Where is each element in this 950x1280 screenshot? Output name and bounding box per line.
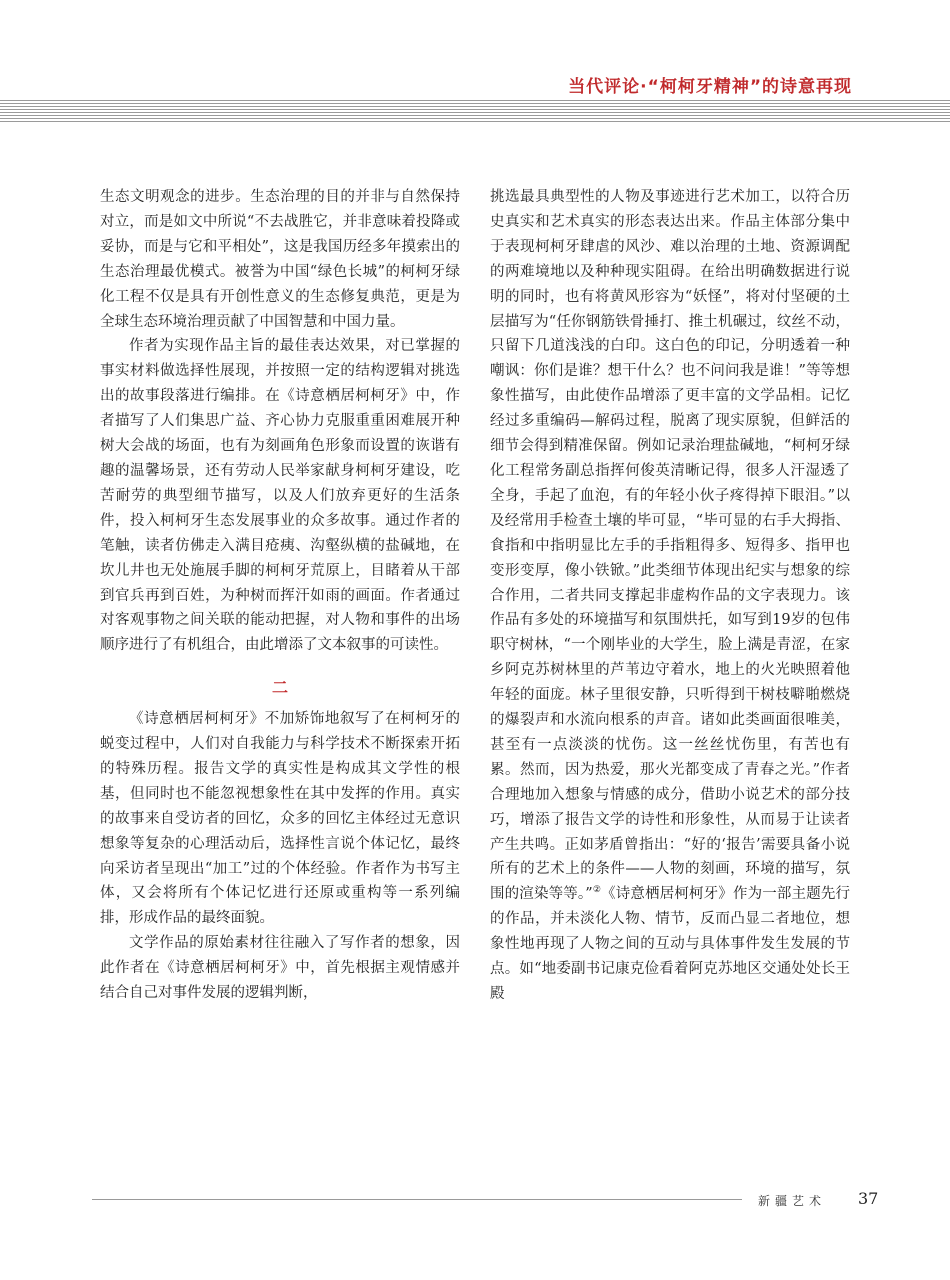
running-header-title: 当代评论·“柯柯牙精神”的诗意再现 — [568, 77, 852, 97]
paragraph: 文学作品的原始素材往往融入了写作者的想象，因此作者在《诗意栖居柯柯牙》中，首先根据主观情感并结合自己对事件发展的逻辑判断， — [100, 935, 460, 1002]
right-text-column — [490, 185, 850, 1007]
paragraph: 作者为实现作品主旨的最佳表达效果，对已掌握的事实材料做选择性展现，并按照一定的结构逻辑对挑选出的故事段落进行编排。在《诗意栖居柯柯牙》中，作者描写了人们集思广益、齐心协力克服重重困难展开种树大会战的场面，也有为刻画角色形象而设置的诙谐有趣的温馨场景，还有劳动人民举家献身柯柯牙建设，吃苦耐劳的典型细节描写，以及人们放弃更好的生活条件，投入柯柯牙生态发展事业的众多故事。通过作者的笔触，读者仿佛走入满目疮痍、沟壑纵横的盐碱地，在坎儿井也无处施展手脚的柯柯牙荒原上，目睹着从干部到官兵再到百姓，为种树而挥汗如雨的画面。作者通过对客观事物之间关联的能动把握，对人物和事件的出场顺序进行了有机组合，由此增添了文本叙事的可读性。 — [100, 338, 460, 654]
left-text-column — [100, 185, 460, 1006]
paragraph-body: 挑选最具典型性的人物及事迹进行艺术加工，以符合历史真实和艺术真实的形态表达出来。作品主体部分集中于表现柯柯牙肆虐的风沙、难以治理的土地、资源调配的两难境地以及种种现实阻碍。在给出明确数据进行说明的同时，也有将黄风形容为“妖怪”，将对付坚硬的土层描写为“任你钢筋铁骨捶打、推土机碾过，纹丝不动，只留下几道浅浅的白印。这白色的印记，分明透着一种嘲讽：你们是谁？想干什么？也不问问我是谁！”等等想象性描写，由此使作品增添了更丰富的文学品相。记忆经过多重编码—解码过程，脱离了现实原貌，但鲜活的细节会得到精准保留。例如记录治理盐碱地，“柯柯牙绿化工程常务副总指挥何俊英清晰记得，很多人汗湿透了全身，手起了血泡，有的年轻小伙子疼得掉下眼泪。”以及经常用手检查土壤的毕可显，“毕可显的右手大拇指、食指和中指明显比左手的手指粗得多、短得多、指甲也变形变厚，像小铁锨。”此类细节体现出纪实与想象的综合作用，二者共同支撑起非虚构作品的文字表现力。该作品有多处的环境描写和氛围烘托，如写到19岁的包伟职守树林，“一个刚毕业的大学生，脸上满是青涩，在家乡阿克苏树林里的芦苇边守着水，地上的火光映照着他年轻的面庞。林子里很安静，只听得到干树枝噼啪燃烧的爆裂声和水流向根系的声音。诸如此类画面很唯美，甚至有一点淡淡的忧伤。这一丝丝忧伤里，有苦也有累。然而，因为热爱，那火光都变成了青春之光。”作者合理地加入想象与情感的成分，借助小说艺术的部分技巧，增添了报告文学的诗性和形象性，从而易于让读者产生共鸣。正如茅盾曾指出：“好的‘报告’需要具备小说所有的艺术上的条件——人物的刻画，环境的描写，氛围的渲染等等。” — [490, 189, 850, 903]
page-number: 37 — [858, 1189, 879, 1208]
paragraph-tail: 《诗意栖居柯柯牙》作为一部主题先行的作品，并未淡化人物、情节，反而凸显二者地位，想象性地再现了人物之间的互动与具体事件发生发展的节点。如“地委副书记康克俭看着阿克苏地区交通处处长王殿 — [490, 886, 850, 1002]
section-heading: 二 — [271, 678, 288, 698]
header-stripe-band — [0, 100, 950, 124]
footnote-marker[interactable]: ② — [592, 885, 602, 896]
paragraph: 生态文明观念的进步。生态治理的目的并非与自然保持对立，而是如文中所说“不去战胜它，并非意味着投降或妥协，而是与它和平相处”，这是我国历经多年摸索出的生态治理最优模式。被誉为中国“绿色长城”的柯柯牙绿化工程不仅是具有开创性意义的生态修复典范，更是为全球生态环境治理贡献了中国智慧和中国力量。 — [100, 189, 460, 330]
footer-journal-name: 新疆艺术 — [758, 1194, 827, 1208]
footer-rule — [92, 1199, 742, 1200]
paragraph — [490, 185, 850, 1007]
paragraph: 《诗意栖居柯柯牙》不加矫饰地叙写了在柯柯牙的蜕变过程中，人们对自我能力与科学技术不断探索开拓的特殊历程。报告文学的真实性是构成其文学性的根基，但同时也不能忽视想象性在其中发挥的作用。真实的故事来自受访者的回忆，众多的回忆主体经过无意识想象等复杂的心理活动后，选择性言说个体记忆，最终向采访者呈现出“加工”过的个体经验。作者作为书写主体，又会将所有个体记忆进行还原或重构等一系列编排，形成作品的最终面貌。 — [100, 711, 460, 927]
